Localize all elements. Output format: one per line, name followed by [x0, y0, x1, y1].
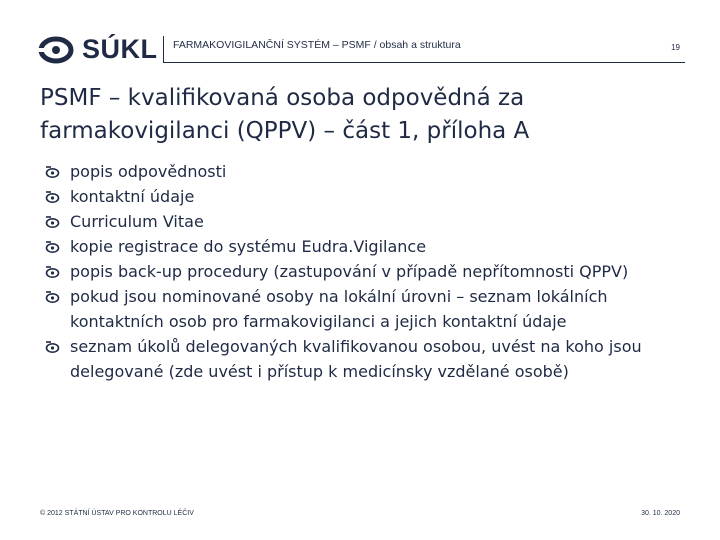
sukl-logo: [38, 34, 158, 65]
bullet-text: popis odpovědnosti: [70, 162, 227, 181]
header-title: FARMAKOVIGILANČNÍ SYSTÉM – PSMF / obsah a struktura: [173, 39, 461, 51]
bullet-text: Curriculum Vitae: [70, 212, 204, 231]
eye-bullet-icon: [44, 240, 60, 254]
list-item: [40, 234, 680, 259]
list-item: [40, 184, 680, 209]
eye-bullet-icon: [44, 265, 60, 279]
eye-bullet-icon: [44, 165, 60, 179]
bullet-list: [40, 159, 680, 384]
page-number: 19: [671, 43, 680, 52]
footer-date: 30. 10. 2020: [641, 510, 680, 517]
logo-text: SÚKL: [82, 34, 158, 64]
eye-bullet-icon: [44, 290, 60, 304]
list-item: [40, 284, 680, 334]
sukl-logo-icon: [38, 35, 74, 65]
bullet-text: kopie registrace do systému Eudra.Vigilance: [70, 237, 427, 256]
bullet-text: seznam úkolů delegovaných kvalifikovanou osobou, uvést na koho jsou delegované (zde uvést i přístup k medicínsky vzdělané osobě): [70, 337, 642, 381]
eye-bullet-icon: [44, 190, 60, 204]
footer-copyright: © 2012 STÁTNÍ ÚSTAV PRO KONTROLU LÉČIV: [40, 510, 194, 517]
list-item: [40, 159, 680, 184]
list-item: [40, 209, 680, 234]
bullet-text: kontaktní údaje: [70, 187, 195, 206]
eye-bullet-icon: [44, 340, 60, 354]
list-item: [40, 259, 680, 284]
bullet-text: popis back-up procedury (zastupování v případě nepřítomnosti QPPV): [70, 262, 629, 281]
list-item: [40, 334, 680, 384]
eye-bullet-icon: [44, 215, 60, 229]
slide-title: PSMF – kvalifikovaná osoba odpovědná za farmakovigilanci (QPPV) – část 1, příloha A: [40, 85, 530, 144]
bullet-text: pokud jsou nominované osoby na lokální úrovni – seznam lokálních kontaktních osob pro farmakovigilanci a jejich kontaktní údaje: [70, 287, 608, 331]
